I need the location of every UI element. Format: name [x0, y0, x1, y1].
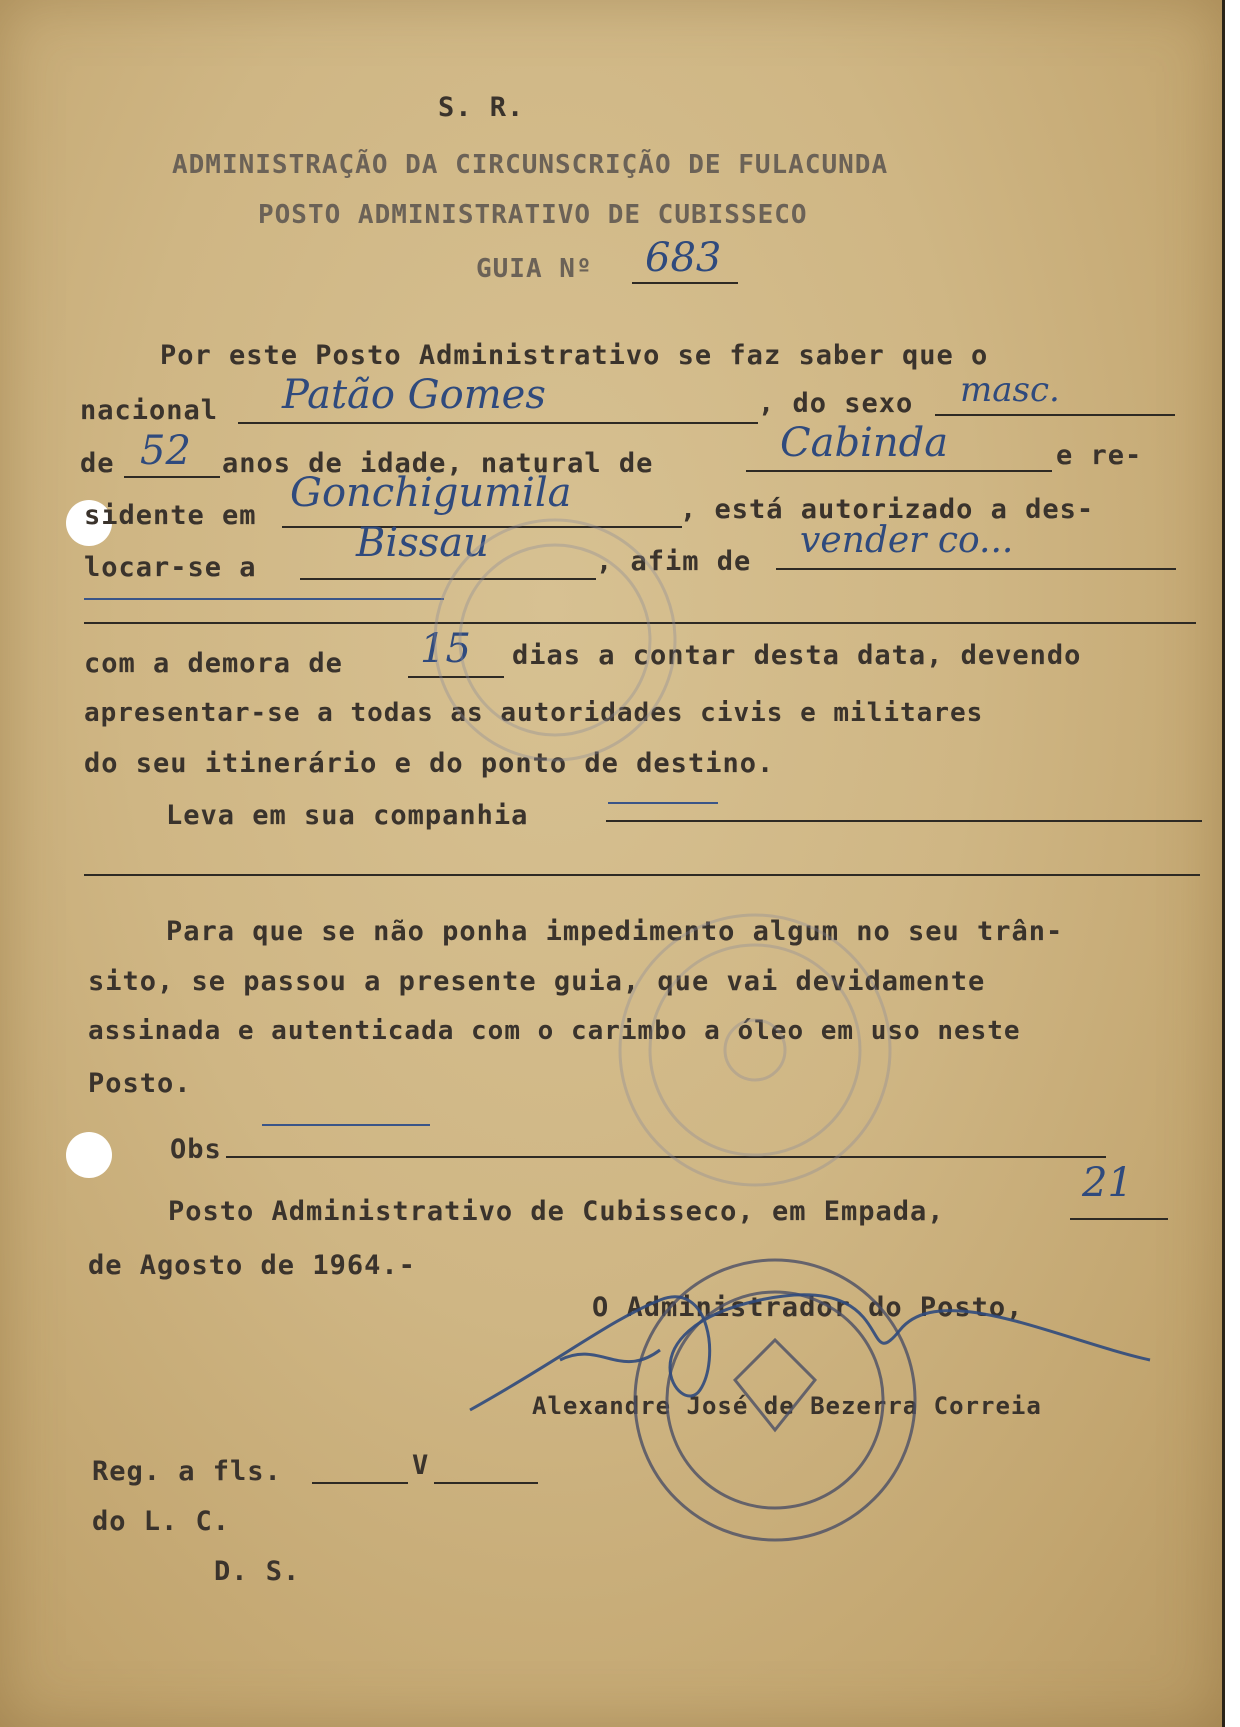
- date-day: 21: [1082, 1160, 1133, 1206]
- companhia-label: Leva em sua companhia: [166, 800, 529, 831]
- de-label: de: [80, 448, 115, 479]
- header-sr: S. R.: [438, 92, 525, 123]
- afim-value: vender co...: [800, 520, 1014, 561]
- sidente-label: sidente em: [84, 500, 257, 531]
- guia-label: GUIA Nº: [476, 254, 593, 284]
- residente-value: Gonchigumila: [290, 470, 572, 516]
- re-label: e re-: [1056, 440, 1143, 471]
- locar-label: locar-se a: [84, 552, 257, 583]
- destino-value: Bissau: [356, 520, 489, 566]
- p2-line2: sito, se passou a presente guia, que vai devidamente: [88, 966, 986, 997]
- signature-name: Alexandre José de Bezerra Correia: [532, 1392, 1042, 1420]
- embossed-seal: [435, 520, 675, 760]
- p2-line1: Para que se não ponha impedimento algum no seu trân-: [166, 916, 1064, 947]
- official-stamp: [635, 1260, 915, 1540]
- footer-ds: D. S.: [214, 1556, 301, 1587]
- header-posto: POSTO ADMINISTRATIVO DE CUBISSECO: [258, 200, 808, 230]
- p2-line3: assinada e autenticada com o carimbo a óleo em uso neste: [88, 1016, 1021, 1046]
- date-line2: de Agosto de 1964.-: [88, 1250, 416, 1281]
- signature-title: O Administrador do Posto,: [592, 1292, 1024, 1323]
- afim-label: , afim de: [596, 546, 752, 577]
- reg-label: Reg. a fls.: [92, 1456, 282, 1487]
- handwritten-signature: [470, 1295, 1150, 1410]
- reg-v: V: [412, 1450, 430, 1481]
- demora-rest: dias a contar desta data, devendo: [512, 640, 1082, 671]
- footer-lc: do L. C.: [92, 1506, 231, 1537]
- header-administration: ADMINISTRAÇÃO DA CIRCUNSCRIÇÃO DE FULACUNDA: [172, 150, 889, 180]
- apresentar-line: apresentar-se a todas as autoridades civis e militares: [84, 698, 984, 728]
- anos-label: anos de idade, natural de: [222, 448, 654, 479]
- p2-line4: Posto.: [88, 1068, 192, 1099]
- sexo-value: masc.: [960, 370, 1060, 410]
- sexo-label: , do sexo: [758, 388, 914, 419]
- nacional-label: nacional: [80, 395, 219, 426]
- age-value: 52: [140, 428, 191, 474]
- obs-label: Obs: [170, 1134, 222, 1165]
- guia-number: 683: [645, 235, 722, 281]
- demora-value: 15: [420, 626, 471, 672]
- date-line1: Posto Administrativo de Cubisseco, em Empada,: [168, 1196, 945, 1227]
- p1-line1: Por este Posto Administrativo se faz saber que o: [160, 340, 989, 371]
- oil-seal: [620, 915, 890, 1185]
- itinerario-line: do seu itinerário e do ponto de destino.: [84, 748, 775, 779]
- autorizado-label: , está autorizado a des-: [680, 494, 1095, 525]
- nacional-value: Patão Gomes: [282, 372, 546, 418]
- natural-value: Cabinda: [780, 420, 949, 466]
- demora-label: com a demora de: [84, 648, 343, 679]
